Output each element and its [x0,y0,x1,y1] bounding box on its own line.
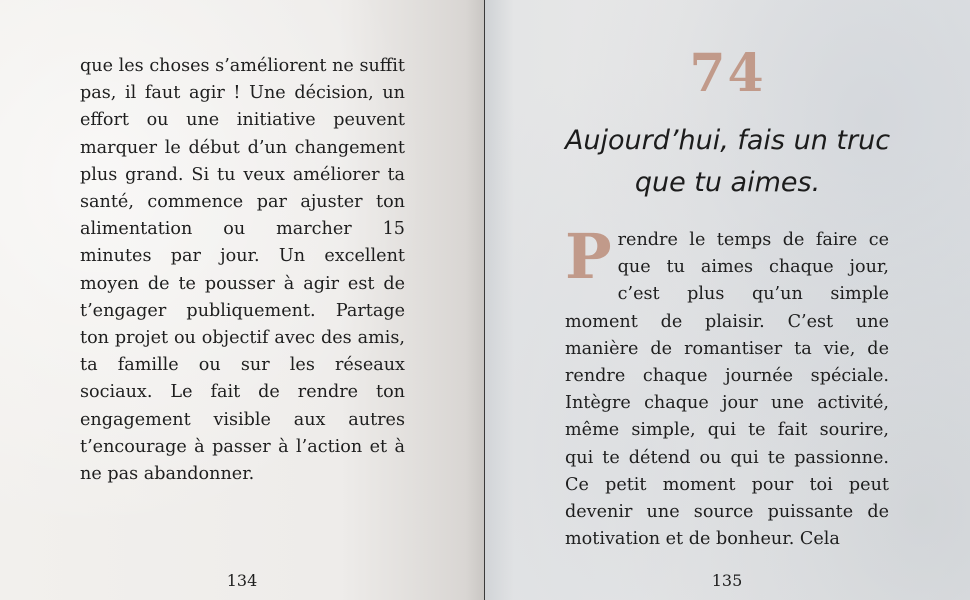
right-page-body [565,220,889,553]
left-page-body-text: que les choses s’améliorent ne suffit pas, il faut agir ! Une décision, un effort ou une initiative peuvent marquer le début d’un changement plus grand. Si tu veux améliorer ta santé, commence par ajuster ton alimentation ou marcher 15 minutes par jour. Un excellent moyen de te pousser à agir est de t’engager publiquement. Partage ton projet ou objectif avec des amis, ta famille ou sur les réseaux sociaux. Le fait de rendre ton engagement visible aux autres t’encourage à passer à l’action et à ne pas abandonner. [80,56,405,485]
chapter-number: 74 [689,43,766,104]
left-page-number: 134 [226,571,258,590]
right-page-number: 135 [711,571,743,590]
right-page [485,0,970,600]
chapter-title: Aujourd’hui, fais un truc que tu aimes. [564,125,891,198]
drop-cap: P [565,220,612,293]
right-page-body-text: rendre le temps de faire ce que tu aimes chaque jour, c’est plus qu’un simple moment de plaisir. C’est une manière de romantiser ta vie, de rendre chaque journée spéciale. Intègre chaque jour une activité, même simple, qui te fait sourire, qui te détend ou qui te passionne. Ce petit moment pour toi peut devenir une source puissante de motivation et de bonheur. Cela [565,230,889,550]
